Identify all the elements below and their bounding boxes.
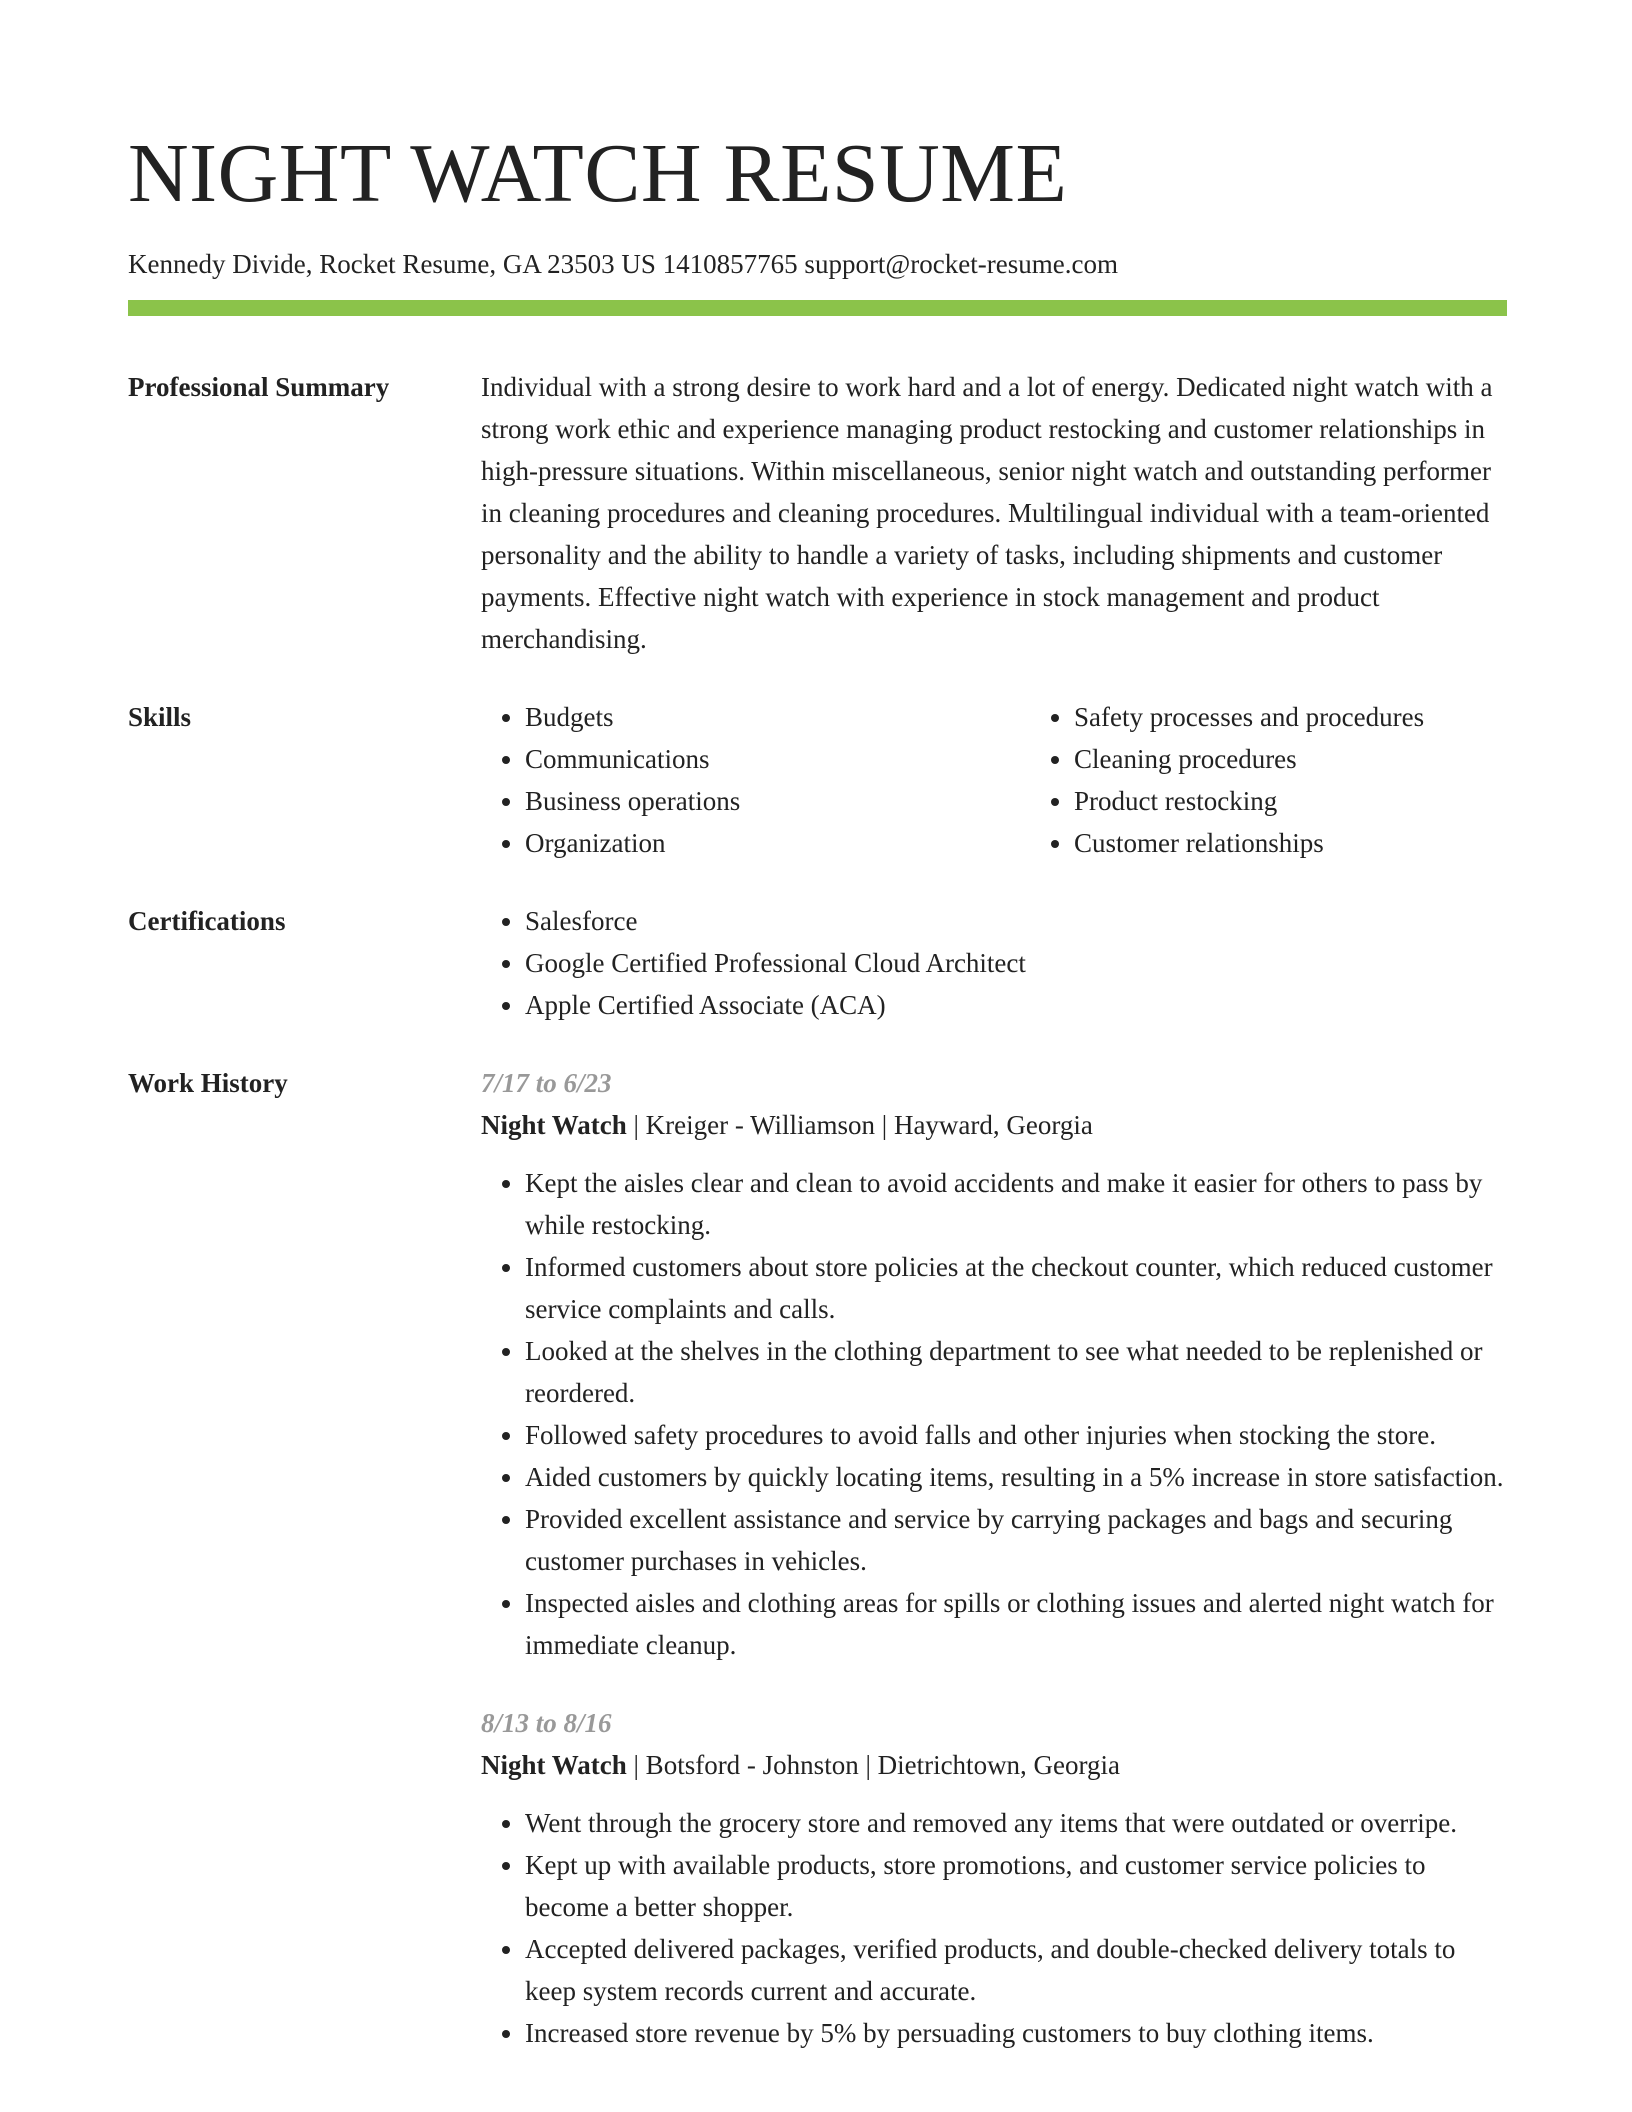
job-entry xyxy=(481,1062,1507,1666)
header-divider xyxy=(128,300,1507,316)
section-body xyxy=(481,1062,1507,2090)
job-bullet: • Inspected aisles and clothing areas for spills or clothing issues and alerted night watch for immediate cleanup. xyxy=(525,1582,1507,1666)
certifications-list xyxy=(481,900,1507,1026)
job-bullet: • Went through the grocery store and removed any items that were outdated or overripe. xyxy=(525,1802,1507,1844)
skills-grid xyxy=(481,696,1507,864)
summary-text: Individual with a strong desire to work hard and a lot of energy. Dedicated night watch with a strong work ethic and experience managing product restocking and customer relationships in high-pressure situations. Within miscellaneous, senior night watch and outstanding performer in cleaning procedures and cleaning procedures. Multilingual individual with a team-oriented personality and the ability to handle a variety of tasks, including shipments and customer payments. Effective night watch with experience in stock management and product merchandising. xyxy=(481,372,1493,654)
skill-item: • Cleaning procedures xyxy=(1074,738,1579,780)
skill-item: • Product restocking xyxy=(1074,780,1579,822)
section-label: Professional Summary xyxy=(128,372,390,402)
job-bullets xyxy=(481,1802,1507,2054)
skills-list-right xyxy=(1030,696,1579,864)
job-bullet: • Kept up with available products, store promotions, and customer service policies to become a better shopper. xyxy=(525,1844,1507,1928)
job-bullet: • Followed safety procedures to avoid falls and other injuries when stocking the store. xyxy=(525,1414,1507,1456)
resume-name: NIGHT WATCH RESUME xyxy=(128,127,1068,220)
section-body xyxy=(481,900,1507,1026)
job-details: | Botsford - Johnston | Dietrichtown, Georgia xyxy=(626,1750,1121,1780)
skill-item: • Communications xyxy=(525,738,1030,780)
section-label: Work History xyxy=(128,1068,288,1098)
section-work-history xyxy=(128,1062,1507,2090)
skill-item: • Customer relationships xyxy=(1074,822,1579,864)
skill-item: • Safety processes and procedures xyxy=(1074,696,1579,738)
section-body xyxy=(481,366,1507,660)
job-title: Night Watch xyxy=(481,1110,627,1140)
section-label: Skills xyxy=(128,702,192,732)
section-certifications xyxy=(128,900,1507,1026)
job-details: | Kreiger - Williamson | Hayward, Georgia xyxy=(626,1110,1093,1140)
certification-item: • Salesforce xyxy=(525,900,1507,942)
certification-item: • Google Certified Professional Cloud Architect xyxy=(525,942,1507,984)
job-bullet: • Aided customers by quickly locating items, resulting in a 5% increase in store satisfaction. xyxy=(525,1456,1507,1498)
job-dates: 7/17 to 6/23 xyxy=(481,1068,612,1098)
job-dates: 8/13 to 8/16 xyxy=(481,1708,612,1738)
contact-line: Kennedy Divide, Rocket Resume, GA 23503 US 1410857765 support@rocket-resume.com xyxy=(128,249,1118,279)
certification-item: • Apple Certified Associate (ACA) xyxy=(525,984,1507,1026)
job-title: Night Watch xyxy=(481,1750,627,1780)
job-bullet: • Accepted delivered packages, verified products, and double-checked delivery totals to keep system records current and accurate. xyxy=(525,1928,1507,2012)
job-heading xyxy=(481,1744,1507,1786)
job-entry xyxy=(481,1702,1507,2054)
skill-item: • Organization xyxy=(525,822,1030,864)
job-bullets xyxy=(481,1162,1507,1666)
job-bullet: • Provided excellent assistance and service by carrying packages and bags and securing customer purchases in vehicles. xyxy=(525,1498,1507,1582)
section-skills xyxy=(128,696,1507,864)
skill-item: • Budgets xyxy=(525,696,1030,738)
job-bullet: • Informed customers about store policies at the checkout counter, which reduced customer service complaints and calls. xyxy=(525,1246,1507,1330)
skill-item: • Business operations xyxy=(525,780,1030,822)
job-bullet: • Kept the aisles clear and clean to avoid accidents and make it easier for others to pass by while restocking. xyxy=(525,1162,1507,1246)
job-bullet: • Looked at the shelves in the clothing department to see what needed to be replenished or reordered. xyxy=(525,1330,1507,1414)
job-bullet: • Increased store revenue by 5% by persuading customers to buy clothing items. xyxy=(525,2012,1507,2054)
section-professional-summary xyxy=(128,366,1507,660)
skills-list-left xyxy=(481,696,1030,864)
section-label: Certifications xyxy=(128,906,286,936)
job-heading xyxy=(481,1104,1507,1146)
